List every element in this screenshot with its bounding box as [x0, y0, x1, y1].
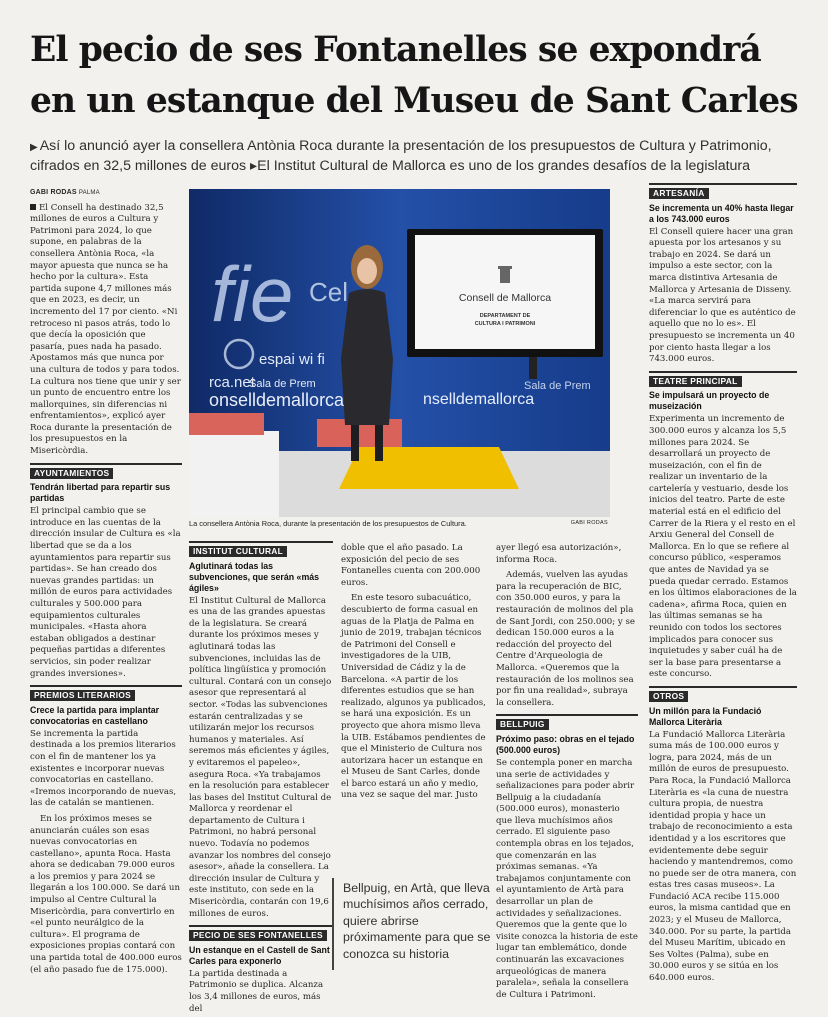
paragraph: El principal cambio que se introduce en las cuentas de la dirección insular de Cultura es «la libertad que se da a los ayuntamientos para repartir sus partidas». Se han creado dos nuevas grandes partidas: un millón de euros para actividades culturales y 500.000 para equipamientos culturales municipales. «Hasta ahora estaban obligados a destinar pequeñas partidas a diferentes servicios, sin poder realizar grandes inversiones».: [30, 506, 181, 679]
column-1: [30, 187, 182, 987]
deck-line-2: cifrados en 32,5 millones de euros ▸El Institut Cultural de Mallorca es uno de los grandes desafíos de la legislatura: [30, 158, 751, 174]
triangle-bullet-icon: ▶: [30, 142, 38, 153]
section-tag-institut-cultural: INSTITUT CULTURAL: [189, 546, 287, 557]
subhead-ayuntamientos: Tendrán libertad para repartir sus partidas: [30, 482, 171, 504]
paragraph: La partida destinada a Patrimonio se duplica. Alcanza los 3,4 millones de euros, más del: [189, 968, 324, 1014]
svg-text:nselldemallorca: nselldemallorca: [423, 391, 535, 408]
pullquote-rule: [332, 878, 334, 970]
caption-text: La consellera Antònia Roca, durante la presentación de los presupuestos de Cultura.: [189, 519, 467, 528]
svg-text:Sala de Prem: Sala de Prem: [249, 378, 316, 390]
svg-text:rca.net: rca.net: [209, 374, 255, 391]
column-5: [649, 183, 797, 983]
photo-credit: GABI RODAS: [570, 520, 608, 526]
section-tag-teatre-principal: TEATRE PRINCIPAL: [649, 376, 742, 387]
svg-text:espai wi fi: espai wi fi: [259, 351, 325, 368]
paragraph: Además, vuelven las ayudas para la recuperación de BIC, con 350.000 euros, y para la restauración de molinos del pla de Sant Jordi, con 250.000; y se dedican 150.000 euros a la redacción del proyecto del Centre d'Arqueologia de Mallorca. «Queremos que la restauración de los molinos sea por fin una realidad», subraya la consellera.: [496, 570, 635, 708]
svg-text:Consell de Mallorca: Consell de Mallorca: [458, 292, 552, 304]
headline-line-1: El pecio de ses Fontanelles se expondrá: [30, 30, 761, 70]
subhead-artesania: Se incrementa un 40% hasta llegar a los 743.000 euros: [649, 202, 794, 224]
paragraph: El Institut Cultural de Mallorca es una de las grandes apuestas de la legislatura. Se creará durante los próximos meses y aglutinará todas las subvenciones, incluidas las de política lingüística y promoción cultural. Contará con un consejo asesor que representará al sector. «Todas las subvenciones estarán centralizadas y se utilizarán mejor los recursos humanos y materiales. Así seremos más eficientes y ágiles, y evitaremos el papeleo», asegura Roca. «Ya trabajamos en la resolución para establecer las bases del Institut Cultural de Mallorca y reordenar el departamento de Cultura i Patrimoni, no habrá personal nuevo. Todavía no podemos avanzar los nombres del consejo asesor», añade la consellera. La dirección insular de Cultura y este instituto, con sede en la Misericòrdia, contarán con 19,6 millones de euros.: [189, 595, 332, 919]
byline-city: PALMA: [78, 190, 100, 196]
pullquote: Bellpuig, en Artà, que lleva muchísimos años cerrado, quiere abrirse próximamente para que se conozca su historia: [343, 881, 491, 961]
square-bullet-icon: [30, 204, 36, 210]
photo-caption: [189, 519, 610, 531]
subhead-institut: Aglutinará todas las subvenciones, que serán «más ágiles»: [189, 560, 320, 593]
section-tag-ayuntamientos: AYUNTAMIENTOS: [30, 468, 113, 479]
headline: [30, 28, 810, 130]
deck: [30, 137, 800, 176]
section-tag-premios-literarios: PREMIOS LITERARIOS: [30, 690, 135, 701]
paragraph: En este tesoro subacuático, descubierto de forma casual en aguas de la Platja de Palma en junio de 2019, trabajan técnicos de Patrimoni del Consell e investigadores de la UIB, Universidad de Cádiz y la de Barcelona. «A partir de los diferentes estudios que se han realizado, algunos ya publicados, se hará una exposición. Es un proyecto que ahora mismo lleva la UIB. Estábamos pendientes de que el Ministerio de Cultura nos autorizara hacer un estanque en el Museu de Sant Carles, donde el barco estará un año y medio, una vez se saque del mar. Justo: [341, 593, 486, 801]
section-tag-pecio: PECIO DE SES FONTANELLES: [189, 930, 327, 941]
svg-text:CULTURA I PATRIMONI: CULTURA I PATRIMONI: [474, 321, 536, 327]
column-4: [496, 543, 638, 1000]
paragraph: Se incrementa la partida destinada a los premios literarios con el fin de mantener los ya existentes e incorporar nuevas convocatorias en castellano. «Iremos incorporando de nuevas, las de catalán se mantienen.: [30, 728, 177, 809]
column-3: [341, 543, 487, 833]
paragraph: La Fundació Mallorca Literària suma más de 100.000 euros y logra, para 2024, más de un millón de euros de presupuesto. Para Roca, la Fundació Mallorca Literària es «la cuna de nuestra cultura propia, de nuestra identidad propia y hace un trabajo de reconocimiento a esta identidad y a los escritores que evidentemente debe seguir haciendo y mantendremos, como no puede ser de otra manera, con estas tres casas museos». La Fundació ACA recibe 115.000 euros, la misma cantidad que en 2023; y el Museu de Mallorca, 340.000. Por su parte, la partida del Museu Marítim, ubicado en Ses Voltes (Palma), sube en 30.000 euros y se sitúa en los 640.000 euros.: [649, 729, 797, 984]
paragraph: doble que el año pasado. La exposición del pecio de ses Fontanelles cuenta con 200.000 euros.: [341, 543, 481, 588]
section-tag-bellpuig: BELLPUIG: [496, 719, 549, 730]
paragraph: ayer llegó esa autorización», informa Roca.: [496, 543, 622, 565]
subhead-pecio: Un estanque en el Castell de Sant Carles para exponerlo: [189, 944, 330, 966]
subhead-premios: Crece la partida para implantar convocatorias en castellano: [30, 704, 160, 726]
svg-text:onselldemallorca: onselldemallorca: [209, 390, 345, 410]
press-photo: [189, 189, 610, 517]
lead-paragraph: El Consell ha destinado 32,5 millones de euros a Cultura y Patrimoni para 2024, lo que supone, en palabras de la consellera Antònia Roca, «la mayor apuesta que nunca se ha hecho por la cultura». Esta partida supone 4,7 millones más que en 2023, es decir, un incremento del 17 por ciento. «Ni retroceso ni pasos atrás, todo lo que decía la oposición que pasaría, pues nada ha pasado. Apostamos más que nunca por una cultura de todos y para todos. La cultura nos tiene que unir y ser un punto de encuentro entre los mallorquines, sin diferencias ni enfrentamientos», explicó ayer Roca durante la presentación de los presupuestos en la Misericòrdia.: [30, 202, 181, 457]
paragraph: Experimenta un incremento de 300.000 euros y alcanza los 5,5 millones para 2024. Se desarrollará un proyecto de museización, con el fin de realizar un inventario de la cartelería y vestuario, desde los inicios del teatro. Parte de este material está en el edificio del Carrer de la Riera y el resto en el Arxiu General del Consell de Mallorca. En lo que se refiere al concurso público, «esperamos que antes de Navidad ya se pueda quedar cerrado. Estamos en los últimos elaboraciones de la cadena», afirma Roca, quien en las últimas semanas se ha reunido con todos los sectores implicados para conocer sus inquietudes y saber cuál ha de ser la base para presentarse a este concurso.: [649, 414, 797, 680]
consell-crest-icon: [498, 266, 512, 283]
column-2: [189, 541, 333, 1014]
paragraph: El Consell quiere hacer una gran apuesta por los artesanos y su trabajo en 2024. Se dará un impulso a este sector, con la marca distintiva Artesania de Mallorca y Artesania de Disseny. «La marca servirá para diferenciar lo que es auténtico de aquello que no lo es». El presupuesto se incrementa un 40 por ciento hasta llegar a los 743.000 euros.: [649, 226, 796, 365]
section-tag-artesania: ARTESANÍA: [649, 188, 709, 199]
svg-text:fie: fie: [211, 250, 294, 338]
subhead-bellpuig: Próximo paso: obras en el tejado (500.000 euros): [496, 733, 635, 755]
svg-text:Sala de Prem: Sala de Prem: [524, 380, 591, 392]
svg-text:Cel: Cel: [309, 277, 349, 307]
photo-illustration: [189, 189, 610, 517]
byline: GABI RODAS PALMA: [30, 189, 100, 196]
deck-line-1: ▶ Así lo anunció ayer la consellera Antònia Roca durante la presentación de los presupuestos de Cultura y Patrimonio,: [30, 138, 772, 154]
paragraph: Se contempla poner en marcha una serie de actividades y señalizaciones para poder abrir Bellpuig a la ciudadanía (500.000 euros), monasterio que lleva muchísimos años cerrado. El siguiente paso contempla obras en los tejados, que comenzarán en las próximas semanas. «Ya trabajamos conjuntamente con el ayuntamiento de Artà para desarrollar un plan de actividades y señalizaciones. Queremos que la gente que lo visite conozca la historia de este lugar tan emblemático, donde continuarán las excavaciones arqueológicas de manera paralela», señala la consellera de Cultura i Patrimoni.: [496, 757, 638, 1000]
subhead-otros: Un millón para la Fundació Mallorca Literària: [649, 705, 762, 727]
subhead-teatre: Se impulsará un proyecto de museización: [649, 390, 770, 412]
headline-line-2: en un estanque del Museu de Sant Carles: [30, 81, 798, 121]
paragraph: En los próximos meses se anunciarán cuáles son esas nuevas convocatorias en castellano», apunta Roca. Hasta ahora se dedicaban 79.000 euros a los premios y para 2024 se llegarán a los 100.000. Se dará un impulso al Centre Cultural la Misericòrdia, para convertirlo en «el punto neurálgico de la cultura». El programa de exposiciones propias contará con una partida total de 400.000 euros (el año pasado fue de 175.000).: [30, 813, 182, 975]
section-tag-otros: OTROS: [649, 691, 688, 702]
svg-text:DEPARTAMENT DE: DEPARTAMENT DE: [479, 313, 531, 319]
